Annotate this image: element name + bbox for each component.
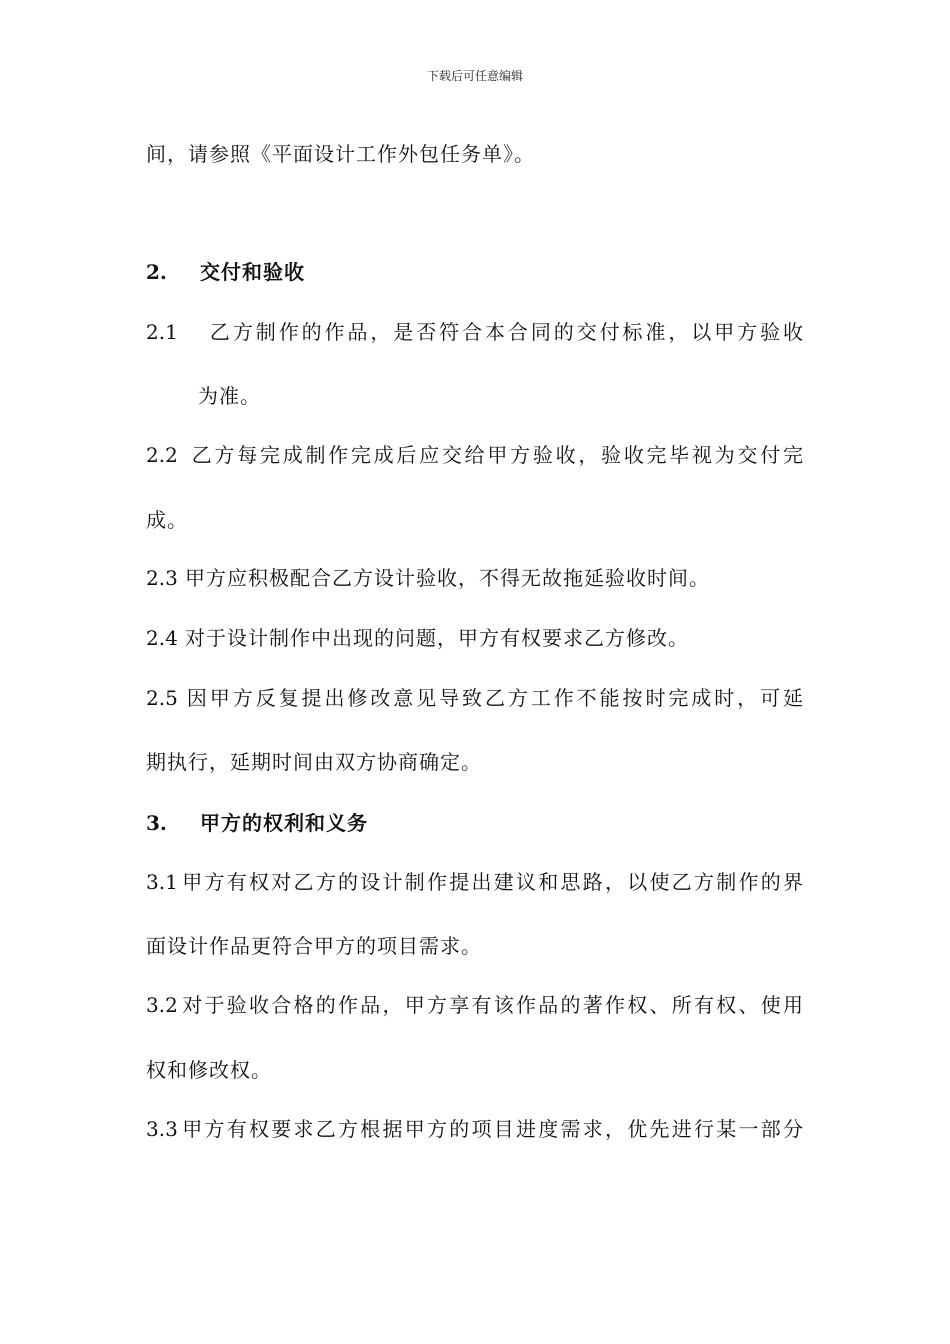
clause-3-2-text: 对于验收合格的作品，甲方享有该作品的著作权、所有权、使用: [181, 993, 804, 1017]
clause-3-1-line-1: [146, 868, 804, 896]
section-2-number: 2.: [146, 260, 167, 284]
clause-3-3-number: 3.3: [146, 1117, 178, 1141]
clause-2-1-line-2: 为准。: [198, 384, 261, 408]
clause-3-3-line-1: [146, 1115, 804, 1143]
section-3-title: 甲方的权利和义务: [200, 811, 368, 835]
clause-2-3-number: 2.3: [146, 566, 178, 590]
clause-2-4-text: 对于设计制作中出现的问题，甲方有权要求乙方修改。: [185, 626, 689, 650]
clause-3-1-number: 3.1: [146, 870, 178, 894]
clause-2-3-text: 甲方应积极配合乙方设计验收，不得无故拖延验收时间。: [185, 566, 710, 590]
clause-3-3-text: 甲方有权要求乙方根据甲方的项目进度需求，优先进行某一部分: [181, 1117, 804, 1141]
clause-2-3: [146, 564, 710, 592]
clause-2-4: [146, 624, 689, 652]
intro-line: 间，请参照《平面设计工作外包任务单》。: [146, 142, 535, 166]
clause-2-5-line-2: 期执行，延期时间由双方协商确定。: [146, 750, 482, 774]
clause-3-1-text: 甲方有权对乙方的设计制作提出建议和思路，以使乙方制作的界: [181, 870, 804, 894]
section-3-heading: [146, 809, 368, 837]
clause-2-1-number: 2.1: [146, 320, 178, 344]
clause-2-2-line-1: [146, 441, 804, 469]
clause-2-5-text: 因甲方反复提出修改意见导致乙方工作不能按时完成时，可延: [185, 686, 804, 710]
clause-3-2-number: 3.2: [146, 993, 178, 1017]
page-header: 下载后可任意编辑: [426, 69, 523, 83]
clause-2-5-line-1: [146, 684, 804, 712]
clause-3-2-line-2: 权和修改权。: [146, 1058, 272, 1082]
clause-2-2-number: 2.2: [146, 443, 178, 467]
clause-2-1-text: 乙方制作的作品，是否符合本合同的交付标准，以甲方验收: [208, 320, 804, 344]
section-3-number: 3.: [146, 811, 167, 835]
clause-2-2-text: 乙方每完成制作完成后应交给甲方验收，验收完毕视为交付完: [190, 443, 804, 467]
clause-2-2-line-2: 成。: [146, 508, 188, 532]
section-2-title: 交付和验收: [200, 260, 305, 284]
clause-3-2-line-1: [146, 991, 804, 1019]
clause-3-1-line-2: 面设计作品更符合甲方的项目需求。: [146, 934, 482, 958]
section-2-heading: [146, 258, 305, 286]
clause-2-4-number: 2.4: [146, 626, 178, 650]
clause-2-5-number: 2.5: [146, 686, 178, 710]
clause-2-1-line-1: [146, 318, 804, 346]
